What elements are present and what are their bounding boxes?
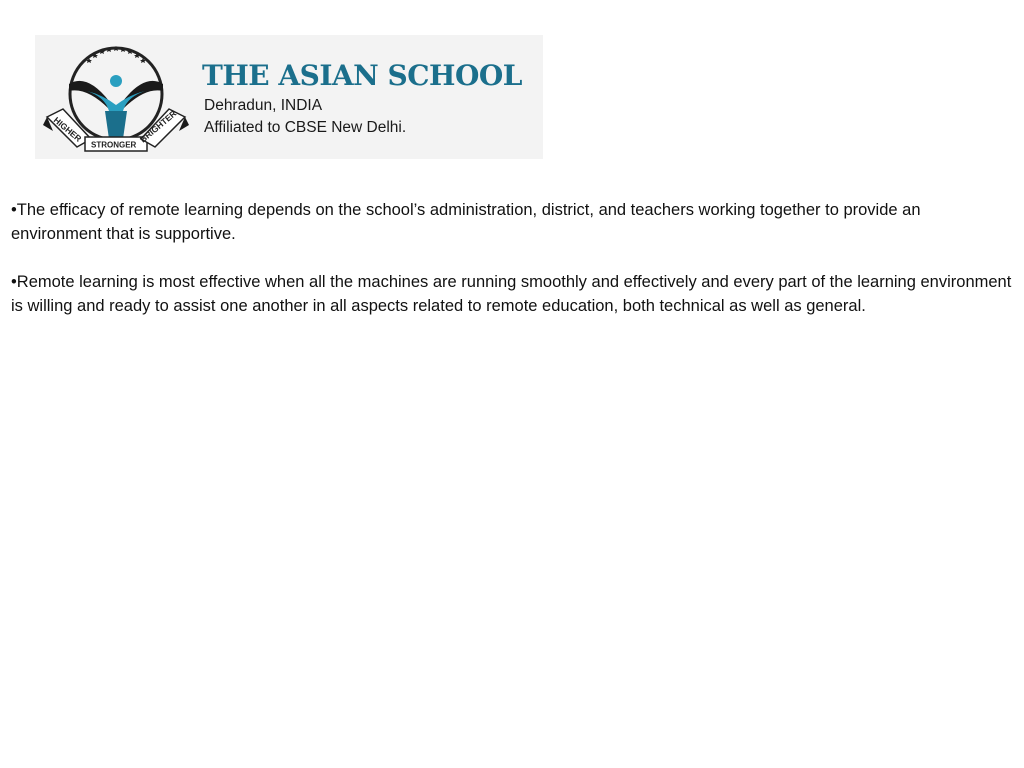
- school-header-banner: [35, 35, 543, 159]
- bullet-paragraph-efficacy: •The efficacy of remote learning depends on the school’s administration, district, and teachers working together to provide an environment that is supportive.: [11, 201, 921, 243]
- slide-body: [11, 198, 1015, 342]
- school-affiliation: Affiliated to CBSE New Delhi.: [204, 119, 407, 136]
- bullet-paragraph-effectiveness: •Remote learning is most effective when all the machines are running smoothly and effectively and every part of the learning environment is willing and ready to assist one another in all aspects related to remote education, both technical as well as general.: [11, 273, 1012, 315]
- emblem-motto-stronger: STRONGER: [91, 140, 137, 150]
- school-location: Dehradun, INDIA: [204, 97, 323, 114]
- emblem-motto-brighter: BRIGHTER: [137, 108, 179, 145]
- emblem-motto-higher: HIGHER: [51, 114, 84, 144]
- school-name: THE ASIAN SCHOOL: [202, 59, 522, 92]
- school-emblem-icon: [39, 39, 189, 157]
